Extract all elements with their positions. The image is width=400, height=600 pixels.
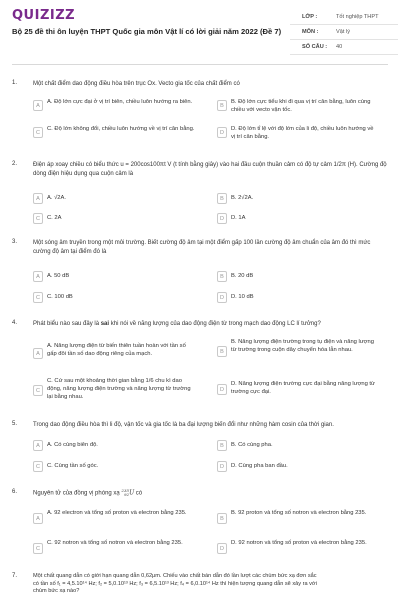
option-letter: C: [33, 292, 43, 303]
question-number: 2.: [12, 161, 18, 167]
nuclide-mass-number: 235: [121, 488, 130, 493]
meta-class-row: [290, 10, 398, 25]
option-letter: A: [33, 513, 43, 524]
option-letter: D: [217, 292, 227, 303]
option-text: A. Độ lớn cực đại ở vị trí biên, chiều luôn hướng ra biên.: [47, 99, 193, 105]
question-number: 3.: [12, 239, 18, 245]
option-text: A. 50 dB: [47, 273, 70, 279]
option-text: D. 1A: [231, 215, 246, 221]
option-letter: B: [217, 100, 227, 111]
option-letter: C: [33, 461, 43, 472]
option-letter: A: [33, 348, 43, 359]
meta-count-row: [290, 40, 398, 55]
question-text: Một sóng âm truyền trong một môi trường. Biết cường độ âm tại một điểm gấp 100 lần cường độ âm chuẩn của âm đó thì mức cường độ âm tại điểm đó là: [33, 240, 371, 255]
option-letter: B: [217, 346, 227, 357]
option-letter: D: [217, 543, 227, 554]
worksheet-meta: [290, 10, 398, 55]
option-text: D. 10 dB: [231, 294, 254, 300]
option-text: A. Có cùng biên độ.: [47, 442, 98, 448]
option-letter: D: [217, 213, 227, 224]
question-number: 5.: [12, 421, 18, 427]
option-text: C. 100 dB: [47, 294, 73, 300]
option-text: B. Độ lớn cực tiểu khi đi qua vị trí cân bằng, luôn cùng chiều với vecto vận tốc.: [231, 99, 371, 114]
option-letter: A: [33, 193, 43, 204]
option-letter: D: [217, 461, 227, 472]
meta-key: SỐ CÂU :: [302, 44, 328, 50]
meta-subject-row: [290, 25, 398, 40]
question-text: Trong dao động điều hòa thì li độ, vận tốc và gia tốc là ba đại lượng biến đổi như những hàm cosin của thời gian.: [33, 422, 334, 428]
meta-value: 40: [336, 44, 343, 50]
option-letter: C: [33, 127, 43, 138]
option-letter: C: [33, 385, 43, 396]
option-text: B. Có cùng pha.: [231, 442, 273, 448]
question-text-part: có: [134, 490, 143, 497]
worksheet-header: [0, 0, 400, 62]
question-line: chùm bức xạ nào?: [33, 588, 80, 595]
header-divider: [12, 64, 388, 65]
question-number: 6.: [12, 489, 18, 495]
option-text: A. 92 electron và tổng số proton và electron bằng 235.: [47, 510, 187, 516]
meta-key: MÔN :: [302, 29, 319, 35]
option-text: B. 20 dB: [231, 273, 254, 279]
option-letter: D: [217, 127, 227, 138]
quizizz-logo: QUIZIZZ: [12, 8, 76, 23]
meta-key: LỚP :: [302, 14, 318, 20]
question-text: [33, 573, 389, 596]
option-letter: A: [33, 100, 43, 111]
question-line: Một chất quang dẫn có giới hạn quang dẫn 0,62μm. Chiếu vào chất bán dẫn đó lần lượt các chùm bức xạ đơn sắc: [33, 573, 317, 579]
question-text: Một chất điểm dao động điều hòa trên trục Ox. Vecto gia tốc của chất điểm có: [33, 81, 240, 87]
question-text-part: khi nói về năng lượng của dao động điện từ trong mạch dao động LC lí tưởng?: [109, 321, 321, 327]
option-text: D. Cùng pha ban đầu.: [231, 463, 288, 469]
option-text: A. √2A.: [47, 195, 66, 201]
option-text: D. 92 notron và tổng số proton và electron bằng 235.: [231, 540, 367, 546]
question-text: Điện áp xoay chiều có biểu thức u = 200cos100πt V (t tính bằng giây) vào hai đầu cuộn thuần cảm có độ tự cảm 1/2π (H). Cường độ dòng điện hiệu dụng qua cuộn cảm là: [33, 162, 387, 177]
option-letter: D: [217, 384, 227, 395]
option-letter: B: [217, 440, 227, 451]
option-letter: B: [217, 271, 227, 282]
nuclide-atomic-number: 92: [123, 492, 130, 497]
option-text: C. 2A: [47, 215, 62, 221]
question-number: 4.: [12, 320, 18, 326]
option-letter: B: [217, 513, 227, 524]
meta-value: Tốt nghiệp THPT: [336, 14, 379, 20]
option-text: C. Cùng tần số góc.: [47, 463, 99, 469]
option-text: C. 92 notron và tổng số notron và electron bằng 235.: [47, 540, 183, 546]
nuclide-symbol: U: [129, 489, 135, 497]
question-text-part: Nguyên tử của đồng vị phóng xạ: [33, 490, 122, 497]
option-letter: A: [33, 271, 43, 282]
meta-value: Vật lý: [336, 29, 350, 35]
question-number: 1.: [12, 80, 18, 86]
option-text: D. Năng lượng điện trường cực đại bằng năng lượng từ trường cực đại.: [231, 381, 375, 396]
question-number: 7.: [12, 573, 18, 579]
option-letter: C: [33, 213, 43, 224]
option-text: A. Năng lượng điện từ biến thiên tuần hoàn với tần số gấp đôi tần số dao động riêng của mạch.: [47, 343, 186, 358]
nuclide-notation: [121, 489, 129, 497]
worksheet-title: Bộ 25 đề thi ôn luyện THPT Quốc gia môn Vật lí có lời giải năm 2022 (Đề 7): [12, 27, 282, 36]
question-text: [33, 320, 389, 329]
option-letter: B: [217, 193, 227, 204]
option-text: B. 92 proton và tổng số notron và electron bằng 235.: [231, 510, 367, 516]
option-letter: C: [33, 543, 43, 554]
option-text: C. Cứ sau một khoảng thời gian bằng 1/6 chu kì dao động, năng lượng điện trường và năng lượng từ trường lại bằng nhau.: [47, 378, 191, 401]
question-line: có tần số f₁ = 4,5.10¹⁴ Hz; f₂ = 5,0.10¹³ Hz; f₃ = 6,5.10¹³ Hz; f₄ = 6,0.10¹⁴ Hz thì hiện tượng quang dẫn sẽ xảy ra với: [33, 580, 317, 587]
option-text: C. Độ lớn không đổi, chiều luôn hướng về vị trí cân bằng.: [47, 126, 195, 132]
option-text: D. Độ lớn tỉ lệ với độ lớn của li độ, chiều luôn hướng về vị trí cân bằng.: [231, 126, 374, 141]
question-text-part: Phát biểu nào sau đây là: [33, 321, 101, 327]
option-text: B. 2√2A.: [231, 195, 254, 201]
option-text: B. Năng lượng điện trường trong tụ điện và năng lượng từ trường trong cuộn dây chuyển hóa lẫn nhau.: [231, 339, 374, 354]
question-text: [33, 489, 389, 498]
question-emphasis: sai: [100, 321, 110, 327]
option-letter: A: [33, 440, 43, 451]
